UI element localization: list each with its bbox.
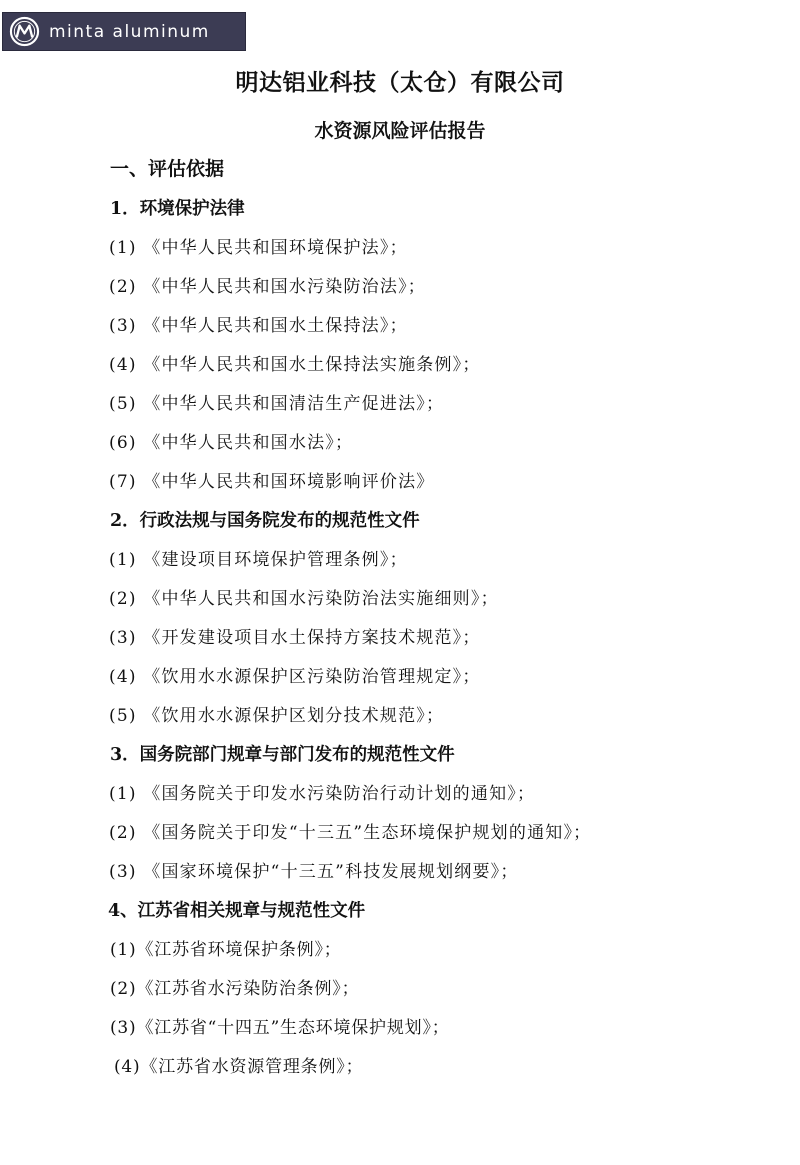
logo-text: minta aluminum (49, 22, 210, 42)
list-item: (2) 《国务院关于印发“十三五”生态环境保护规划的通知》； (109, 823, 592, 843)
minta-logo-mark-icon (9, 16, 40, 47)
list-item: (3)《江苏省“十四五”生态环境保护规划》； (110, 1018, 450, 1038)
list-item: (2) 《中华人民共和国水污染防治法》； (109, 277, 426, 297)
list-item: (2)《江苏省水污染防治条例》； (110, 979, 360, 999)
list-item: (4) 《中华人民共和国水土保持法实施条例》； (109, 355, 481, 375)
list-item: (2) 《中华人民共和国水污染防治法实施细则》； (109, 589, 499, 609)
list-item: (5) 《饮用水水源保护区划分技术规范》； (109, 706, 445, 726)
list-item: (5) 《中华人民共和国清洁生产促进法》； (109, 394, 445, 414)
company-logo (2, 12, 246, 51)
list-item: (3) 《开发建设项目水土保持方案技术规范》； (109, 628, 481, 648)
section-heading: 一、评估依据 (110, 158, 225, 180)
list-item: (3) 《国家环境保护“十三五”科技发展规划纲要》； (109, 862, 519, 882)
group-title-environmental-law: 1．环境保护法律 (110, 199, 245, 219)
group-title-department-rules: 3．国务院部门规章与部门发布的规范性文件 (110, 745, 455, 765)
report-title: 水资源风险评估报告 (314, 120, 486, 142)
list-item: (1)《江苏省环境保护条例》； (110, 940, 342, 960)
company-title: 明达铝业科技（太仓）有限公司 (235, 69, 565, 96)
list-item: (4)《江苏省水资源管理条例》； (114, 1057, 364, 1077)
list-item: (1) 《中华人民共和国环境保护法》； (109, 238, 408, 258)
list-item: (7) 《中华人民共和国环境影响评价法》 (109, 472, 435, 492)
group-title-jiangsu-rules: 4、江苏省相关规章与规范性文件 (108, 901, 366, 921)
list-item: (1) 《建设项目环境保护管理条例》； (109, 550, 408, 570)
list-item: (1) 《国务院关于印发水污染防治行动计划的通知》； (109, 784, 536, 804)
group-title-administrative-regulations: 2．行政法规与国务院发布的规范性文件 (110, 511, 420, 531)
list-item: (3) 《中华人民共和国水土保持法》； (109, 316, 408, 336)
list-item: (4) 《饮用水水源保护区污染防治管理规定》； (109, 667, 481, 687)
list-item: (6) 《中华人民共和国水法》； (109, 433, 354, 453)
